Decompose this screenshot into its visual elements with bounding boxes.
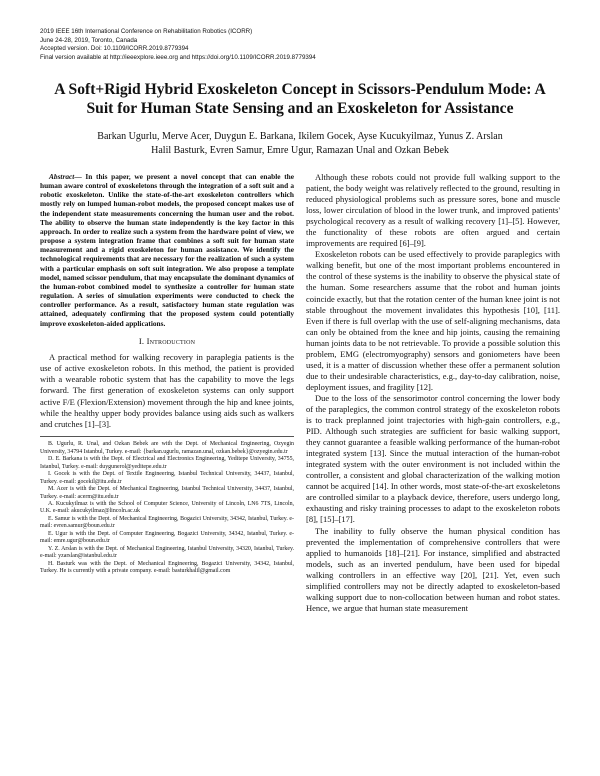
footnote-kucukyilmaz: A. Kucukyilmaz is with the School of Computer Science, University of Lincoln, LN6 7TS, Lincoln, U.K. e-mail: akucukyilmaz@lincoln.ac.uk: [40, 501, 294, 515]
footnote-divider: [40, 436, 294, 437]
intro-paragraph-1: A practical method for walking recovery in paraplegia patients is the use of active exoskeleton robots. In this method, the patient is provided with a wearable robotic system that has the capability to move the legs forward. The first generation of exoskeleton systems can only support active F/E (Flexion/Extension) movement through the hip and knee joints, while the healthy upper body provides balance using aids such as walkers and crutches [1]–[3].: [40, 351, 294, 430]
abstract-text: — In this paper, we present a novel concept that can enable the human aware control of exoskeletons through the integration of a soft suit and a robotic exoskeleton. Unlike the state-of-the-art exoskeleton controllers which mostly rely on lumped human-robot models, the proposed concept makes use of the independent state measurements concerning the human user and the robot. The ability to observe the human state independently is the key factor in this approach. In order to realize such a system from the hardware point of view, we propose a system integration frame that combines a soft suit for human state measurement and a rigid exoskeleton for human assistance. We identify the technological requirements that are necessary for the realization of such a system with a particular emphasis on soft suit integration. We also propose a template model, named scissor pendulum, that may encapsulate the dominant dynamics of the human-robot combined model to synthesize a controller for human state regulation. A series of simulation experiments were conducted to check the controller performance. As a result, satisfactory human state regulation was attained, adequately confirming that the proposed system could potentially improve exoskeleton-aided applications.: [40, 172, 294, 328]
header-line-conference: 2019 IEEE 16th International Conference on Rehabilitation Robotics (ICORR): [40, 28, 253, 35]
left-column: [40, 172, 294, 614]
section-heading-introduction: I. Introduction: [138, 335, 196, 346]
header-line-final-version: Final version available at http://ieeexplore.ieee.org and https://doi.org/10.1109/ICORR.2019.8779394: [40, 53, 316, 61]
footnote-acer: M. Acer is with the Dept. of Mechanical Engineering, Istanbul Technical University, 34437, Istanbul, Turkey. e-mail: acerm@itu.edu.tr: [40, 486, 294, 500]
footnote-arslan: Y. Z. Arslan is with the Dept. of Mechanical Engineering, Istanbul University, 34320, Istanbul, Turkey. e-mail: yzarslan@istanbul.edu.tr: [40, 545, 294, 560]
abstract-label: Abstract: [49, 172, 75, 181]
body-paragraph-4: The inability to fully observe the human physical condition has prevented the implementation of comprehensive controllers that were applied to humanoids [18]–[21]. For instance, simplified and abstracted models, such as an inverted pendulum, have been used for bipedal walking controllers in an effective way [20], [21]. Yet, even such simplified controllers may not be directly adapted to exoskeleton-based walking support due to non-collocation between human and robot states. Hence, we argue that human state measurement: [306, 525, 560, 613]
footnote-samur: E. Samur is with the Dept. of Mechanical Engineering, Bogazici University, 34342, Istanbul, Turkey. e-mail: evren.samur@boun.edu.tr: [40, 515, 294, 530]
paper-title: A Soft+Rigid Hybrid Exoskeleton Concept in Scissors-Pendulum Mode: A Suit for Human State Sensing and an Exoskeleton for Assistance: [54, 81, 546, 118]
two-column-body: [40, 172, 560, 614]
body-paragraph-3: Due to the loss of the sensorimotor control concerning the lower body of the paraplegics, the common control strategy of the exoskeleton robots is to track preplanned joint trajectories with high-gain controllers, e.g., PID. Although such strategies are sufficient for basic walking support, they cannot guarantee a feasible walking performance of the human-robot integrated system [13]. Since the mutual interaction of the human-robot integrated system with the outer environment is not included within the controller, a consistent and global characterization of the walking motion cannot be acquired [14]. In other words, most state-of-the-art exoskeletons are controlled similar to a playback device, therefore, users undergo long, exhausting and risky training processes to adapt to the exoskeleton robots [8], [15]–[17].: [306, 392, 560, 525]
body-paragraph-2: Exoskeleton robots can be used effectively to provide paraplegics with walking benefit, but one of the most important problems encountered in the control of these systems is the inability to observe the physical state of the human. Some researchers assume that the robot and human joints coincide exactly, but that the rotation center of the human knee joint is not stable throughout the movement invalidates this hypothesis [10], [11]. Even if there is full overlap with the use of self-aligning mechanisms, data can only be obtained from the knee and hip joints, causing the remaining human joints data to be not retrievable. To provide a possible solution this problem, EMG (electromyography) sensors and goniometers have been used, it is a matter of discussion whether these offer a permanent solution due to their undesirable characteristics, e.g., day-to-day calibration, noise, deployment issues, and fragility [12].: [306, 249, 560, 392]
header-line-date: June 24-28, 2019, Toronto, Canada: [40, 36, 138, 44]
footnote-gocek: I. Gocek is with the Dept. of Textile Engineering, Istanbul Technical University, 34437, Istanbul, Turkey. e-mail: gocekil@itu.edu.tr: [40, 471, 294, 485]
footnote-ugur: E. Ugur is with the Dept. of Computer Engineering, Bogazici University, 34342, Istanbul, Turkey. e-mail: emre.ugur@boun.edu.tr: [40, 530, 294, 545]
footnote-ugurlu-unal-bebek: B. Ugurlu, R. Unal, and Ozkan Bebek are with the Dept. of Mechanical Engineering, Ozyegin University, 34794 Istanbul, Turkey. e-mail: {barkan.ugurlu, ramazan.unal, ozkan.bebek}@ozyegin.edu.tr: [40, 441, 294, 455]
conference-header: [40, 28, 560, 62]
author-affiliations: [40, 441, 294, 575]
header-line-doi: Accepted version. Doi: 10.1109/ICORR.2019.8779394: [40, 45, 189, 53]
footnote-barkana: D. E. Barkana is with the Dept. of Electrical and Electronics Engineering, Yeditepe University, 34755, Istanbul, Turkey. e-mail: duygunerol@yeditepe.edu.tr: [40, 456, 294, 470]
right-column: [306, 172, 560, 614]
author-line-2: Halil Basturk, Evren Samur, Emre Ugur, Ramazan Unal and Ozkan Bebek: [151, 144, 449, 156]
author-list: [40, 130, 560, 157]
footnote-basturk: H. Basturk was with the Dept. of Mechanical Engineering, Bogazici University, 34342, Istanbul, Turkey. He is currently with a private company. e-mail: basturkhalil@gmail.com: [40, 560, 294, 575]
body-paragraph-1: Although these robots could not provide full walking support to the patient, the body weight was relatively reflected to the ground, resulting in reduced physiological problems such as pressure sores, bone and muscle loss, lower circulation of blood in the lower trunk, and improved patients' psychological recovery as a result of walking recovery [1]–[5]. However, the functionality of these robots are often argued and certain improvements are required [6]–[9].: [306, 172, 560, 249]
author-line-1: Barkan Ugurlu, Merve Acer, Duygun E. Barkana, Ikilem Gocek, Ayse Kucukyilmaz, Yunus Z. Arslan: [97, 131, 503, 143]
abstract: [40, 172, 294, 328]
